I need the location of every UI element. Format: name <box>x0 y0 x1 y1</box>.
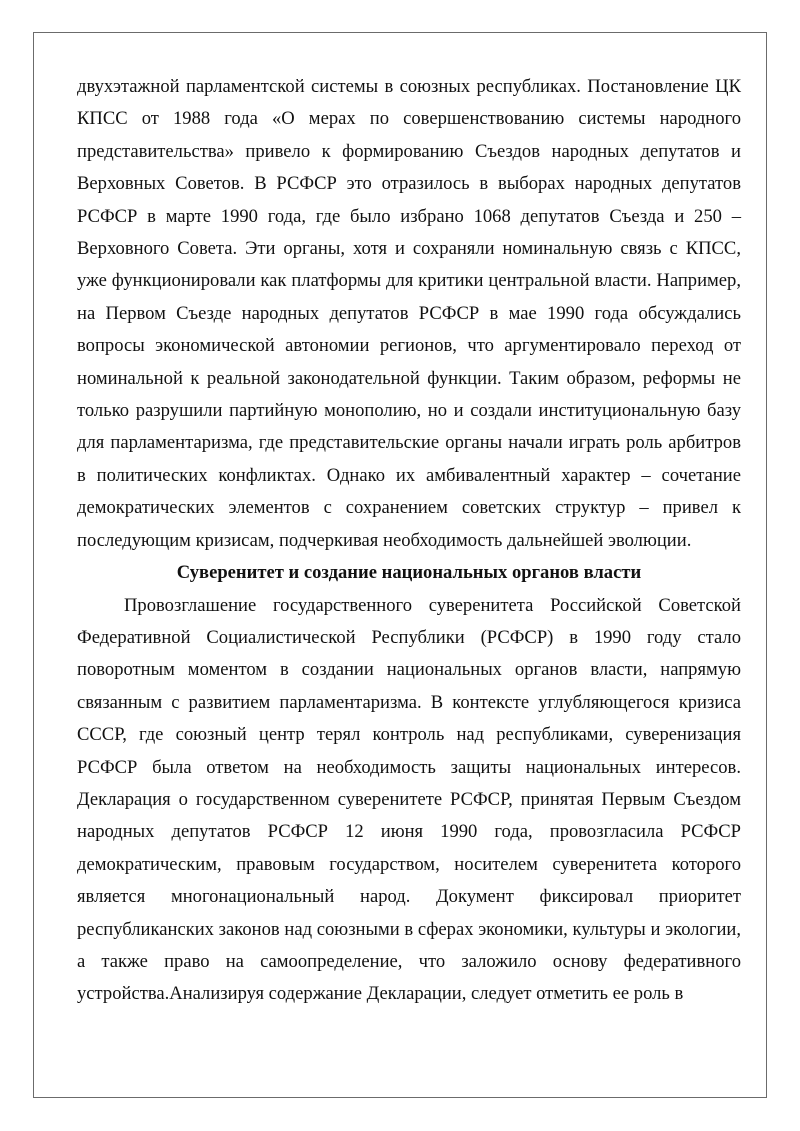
body-paragraph: Провозглашение государственного суверенитета Российской Советской Федеративной Социалистической Республики (РСФСР) в 1990 году стало поворотным моментом в создании национальных органов власти, напрямую связанным с развитием парламентаризма. В контексте углубляющегося кризиса СССР, где союзный центр терял контроль над республиками, суверенизация РСФСР была ответом на необходимость защиты национальных интересов. Декларация о государственном суверенитете РСФСР, принятая Первым Съездом народных депутатов РСФСР 12 июня 1990 года, провозгласила РСФСР демократическим, правовым государством, носителем суверенитета которого является многонациональный народ. Документ фиксировал приоритет республиканских законов над союзными в сферах экономики, культуры и экологии, а также право на самоопределение, что заложило основу федеративного устройства.Анализируя содержание Декларации, следует отметить ее роль в <box>77 594 741 1005</box>
document-body <box>77 71 741 1011</box>
section-heading: Суверенитет и создание национальных органов власти <box>176 562 642 584</box>
body-paragraph: двухэтажной парламентской системы в союзных республиках. Постановление ЦК КПСС от 1988 года «О мерах по совершенствованию системы народного представительства» привело к формированию Съездов народных депутатов и Верховных Советов. В РСФСР это отразилось в выборах народных депутатов РСФСР в марте 1990 года, где было избрано 1068 депутатов Съезда и 250 – Верховного Совета. Эти органы, хотя и сохраняли номинальную связь с КПСС, уже функционировали как платформы для критики центральной власти. Например, на Первом Съезде народных депутатов РСФСР в мае 1990 года обсуждались вопросы экономической автономии регионов, что аргументировало переход от номинальной к реальной законодательной функции. Таким образом, реформы не только разрушили партийную монополию, но и создали институциональную базу для парламентаризма, где представительские органы начали играть роль арбитров в политических конфликтах. Однако их амбивалентный характер – сочетание демократических элементов с сохранением советских структур – привел к последующим кризисам, подчеркивая необходимость дальнейшей эволюции. <box>77 76 741 551</box>
